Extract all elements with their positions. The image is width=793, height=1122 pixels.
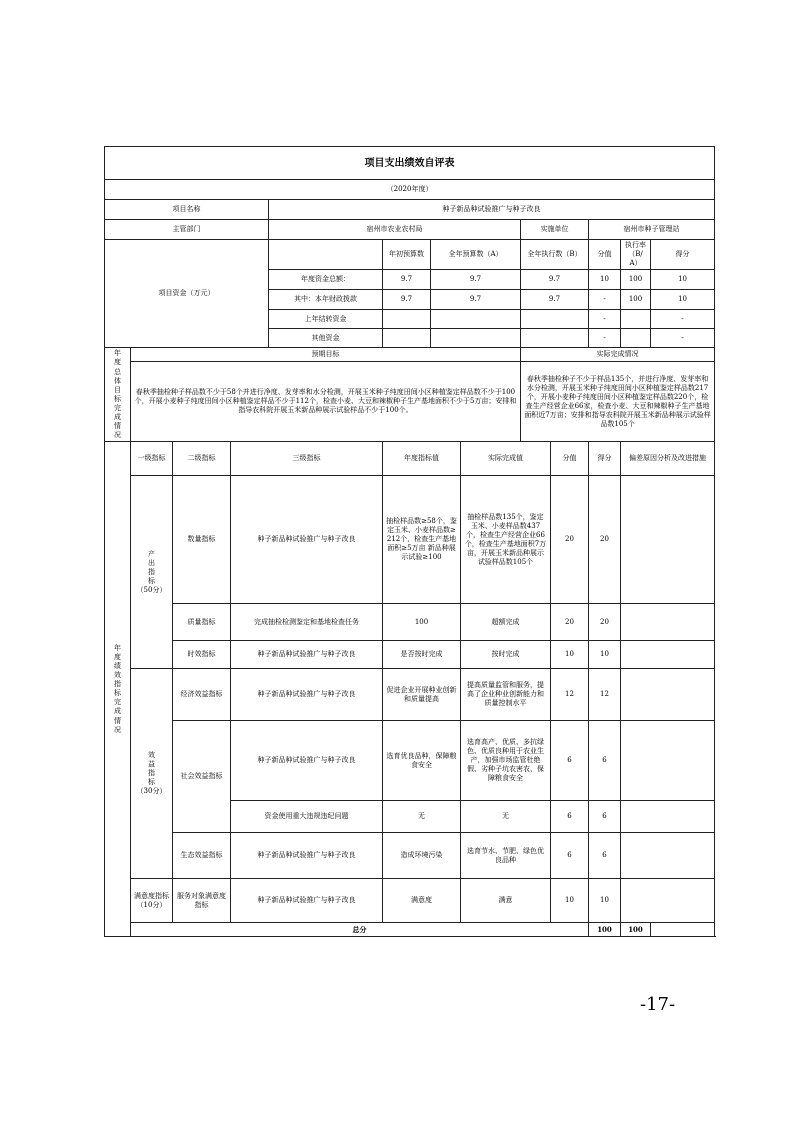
ind-actual: 按时完成 [461, 641, 551, 669]
funds-row-initial: 9.7 [383, 270, 431, 290]
indicators-side-label: 年度绩效指标完成情况 [105, 442, 131, 937]
ind-actual: 选育节水、节肥、绿色优良品种 [461, 833, 551, 879]
ind-header-score: 得分 [589, 442, 621, 476]
ind-score: 12 [589, 669, 621, 721]
ind-header-l1: 一级指标 [131, 442, 173, 476]
funds-row-initial [383, 310, 431, 329]
project-name: 种子新品种试验推广与种子改良 [269, 200, 715, 220]
ind-reason [621, 721, 715, 801]
ind-score: 6 [589, 833, 621, 879]
ind-target: 选育优良品种，保障粮食安全 [383, 721, 461, 801]
ind-target: 抽检样品数≥58个，鉴定玉米、小麦样品数≥212个，检查生产基地面积≥5万亩 新品种展示试验≥100 [383, 476, 461, 604]
funds-row-score: 10 [651, 290, 715, 310]
ind-l2: 生态效益指标 [173, 833, 231, 879]
ind-reason [621, 476, 715, 604]
ind-header-l3: 三级指标 [231, 442, 383, 476]
ind-l3: 种子新品种试验推广与种子改良 [231, 641, 383, 669]
funds-row-annual [431, 329, 521, 348]
ind-reason [621, 801, 715, 833]
dept-value: 宿州市农业农村局 [269, 220, 521, 240]
ind-target: 100 [383, 604, 461, 641]
funds-label: 项目资金（万元） [105, 240, 269, 348]
ind-l3: 种子新品种试验推广与种子改良 [231, 476, 383, 604]
funds-row-exec: 9.7 [521, 270, 589, 290]
ind-target: 无 [383, 801, 461, 833]
project-name-label: 项目名称 [105, 200, 269, 220]
performance-table [104, 146, 715, 937]
ind-header-target: 年度指标值 [383, 442, 461, 476]
funds-row-initial [383, 329, 431, 348]
impl-value: 宿州市种子管理站 [589, 220, 715, 240]
ind-header-l2: 二级指标 [173, 442, 231, 476]
ind-actual: 选育高产、优质、多抗绿色、优质良种用于农业生产，加强市场监管杜绝假、劣种子坑农害农，保障粮食安全 [461, 721, 551, 801]
ind-l3: 种子新品种试验推广与种子改良 [231, 669, 383, 721]
funds-row-annual: 9.7 [431, 270, 521, 290]
funds-row-score: - [651, 329, 715, 348]
funds-row-weight: - [589, 329, 621, 348]
funds-row-rate [621, 310, 651, 329]
ind-header-weight: 分值 [551, 442, 589, 476]
ind-header-actual: 实际完成值 [461, 442, 551, 476]
funds-row-name: 其他资金 [269, 329, 383, 348]
ind-target: 造成环境污染 [383, 833, 461, 879]
ind-weight: 12 [551, 669, 589, 721]
funds-row-annual: 9.7 [431, 290, 521, 310]
form-year: （2020年度） [105, 180, 715, 200]
funds-header-weight: 分值 [589, 240, 621, 270]
ind-reason [621, 604, 715, 641]
ind-reason [621, 833, 715, 879]
ind-score: 6 [589, 721, 621, 801]
ind-score: 10 [589, 879, 621, 923]
funds-header-score: 得分 [651, 240, 715, 270]
ind-weight: 20 [551, 476, 589, 604]
funds-row-exec: 9.7 [521, 290, 589, 310]
funds-row-exec [521, 310, 589, 329]
form-title: 项目支出绩效自评表 [105, 147, 715, 180]
ind-actual: 满意 [461, 879, 551, 923]
ind-l2: 社会效益指标 [173, 721, 231, 833]
goals-side-label: 年度总体目标完成情况 [105, 348, 131, 442]
ind-weight: 6 [551, 721, 589, 801]
ind-score: 10 [589, 641, 621, 669]
ind-l2: 服务对象满意度指标 [173, 879, 231, 923]
funds-row-name: 其中：本年财政拨款 [269, 290, 383, 310]
ind-target: 促进企业开展种业创新和质量提高 [383, 669, 461, 721]
total-label: 总分 [131, 923, 589, 937]
ind-reason [621, 641, 715, 669]
funds-header-exec: 全年执行数（B） [521, 240, 589, 270]
funds-row-initial: 9.7 [383, 290, 431, 310]
ind-score: 6 [589, 801, 621, 833]
ind-l3: 资金使用重大违规违纪问题 [231, 801, 383, 833]
actual-goal-label: 实际完成情况 [521, 348, 715, 362]
ind-target: 满意度 [383, 879, 461, 923]
ind-l2: 质量指标 [173, 604, 231, 641]
expected-goal-text: 春秋季抽检种子样品数不少于58个并进行净度、发芽率和水分检测，开展玉米种子纯度田间小区种植鉴定样品数不少于100个，开展小麦种子纯度田间小区种植鉴定样品不少于112个，检查小麦、大豆和辣椒种子生产基地面积不少于5万亩；安排和指导农科院开展玉米新品种展示试验样品不少于100个。 [131, 362, 521, 442]
satisfaction-indicator-label: 满意度指标 （10分） [131, 879, 173, 923]
actual-goal-text: 春秋季抽检种子不少于样品135个，并进行净度、发芽率和水分检测，开展玉米种子纯度田间小区种植鉴定样品数217个，开展小麦种子纯度田间小区种植鉴定样品数220个，检查生产经营企业66家，检查小麦、大豆和辣椒种子生产基地面积近7万亩；安排和指导农科院开展玉米新品种展示试验样品数105个 [521, 362, 715, 442]
funds-row-score: - [651, 310, 715, 329]
ind-score: 20 [589, 604, 621, 641]
ind-target: 是否按时完成 [383, 641, 461, 669]
funds-row-weight: - [589, 290, 621, 310]
output-indicator-label: 产出指标 （50分） [131, 476, 173, 669]
ind-l3: 种子新品种试验推广与种子改良 [231, 879, 383, 923]
funds-row-score: 10 [651, 270, 715, 290]
funds-row-rate: 100 [621, 290, 651, 310]
ind-l3: 种子新品种试验推广与种子改良 [231, 721, 383, 801]
ind-weight: 6 [551, 801, 589, 833]
funds-row-name: 上年结转资金 [269, 310, 383, 329]
funds-header-initial: 年初预算数 [383, 240, 431, 270]
benefit-indicator-label: 效益指标 （30分） [131, 669, 173, 879]
ind-actual: 抽检样品数135个，鉴定玉米、小麦样品数437个，检查生产经营企业66个，检查生产基地面积7万亩，开展玉米新品种展示试验样品数105个 [461, 476, 551, 604]
ind-l2: 时效指标 [173, 641, 231, 669]
ind-score: 20 [589, 476, 621, 604]
page-number: -17- [640, 994, 676, 1015]
ind-reason [621, 879, 715, 923]
ind-weight: 10 [551, 879, 589, 923]
total-score: 100 [621, 923, 651, 937]
funds-row-annual [431, 310, 521, 329]
funds-row-weight: - [589, 310, 621, 329]
funds-row-name: 年度资金总额： [269, 270, 383, 290]
ind-weight: 20 [551, 604, 589, 641]
ind-header-reason: 偏差原因分析及改进措施 [621, 442, 715, 476]
ind-l2: 数量指标 [173, 476, 231, 604]
ind-l3: 完成抽检检测鉴定和基地检查任务 [231, 604, 383, 641]
ind-actual: 提高质量监管和服务，提高了企业种业创新能力和质量控制水平 [461, 669, 551, 721]
ind-l2: 经济效益指标 [173, 669, 231, 721]
dept-label: 主管部门 [105, 220, 269, 240]
total-weight: 100 [589, 923, 621, 937]
funds-row-exec [521, 329, 589, 348]
funds-header-annual: 全年预算数（A） [431, 240, 521, 270]
ind-weight: 6 [551, 833, 589, 879]
total-reason [651, 923, 715, 937]
expected-goal-label: 预期目标 [131, 348, 521, 362]
ind-reason [621, 669, 715, 721]
funds-header-rate: 执行率（B/A） [621, 240, 651, 270]
funds-row-rate [621, 329, 651, 348]
impl-label: 实施单位 [521, 220, 589, 240]
funds-row-rate: 100 [621, 270, 651, 290]
ind-actual: 无 [461, 801, 551, 833]
funds-row-weight: 10 [589, 270, 621, 290]
ind-l3: 种子新品种试验推广与种子改良 [231, 833, 383, 879]
ind-weight: 10 [551, 641, 589, 669]
ind-actual: 超额完成 [461, 604, 551, 641]
funds-blank-header [269, 240, 383, 270]
